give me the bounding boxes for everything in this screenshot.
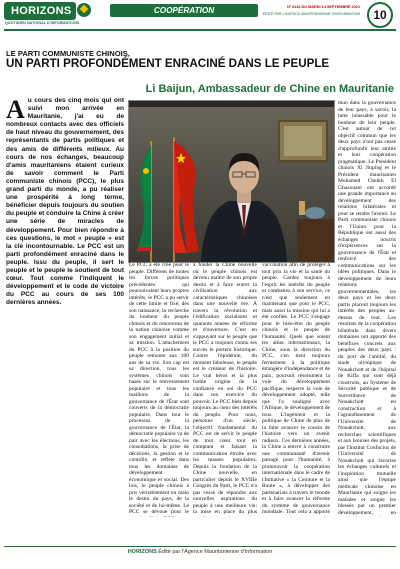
article-headline: UN PARTI PROFONDÉMENT ENRACINÉ DANS LE PEUPLE (6, 57, 330, 70)
article-column-5: mun dans la gouvernance de leur pays, à savoir, la lutte inlassable pour le bonheur de leur peuple. C'est autour de cet objectif commun que les deux pays n'ont pas cessé d'approfondir leur amitié et leur coopération pragmatique. Le Président chinois Xi Jinping et le Président mauritanien Mohamed Cheikh El Ghazouani ont accordé une grande importance au développement des relations bilatérales et pour se rendre l'avenir. Le Parti communiste chinois et l'Union pour la République ont aussi des échanges nourris d'expériences sur la gouvernance de l'État et renforcé des communications sur les idées politiques. Dans le développement de leurs relations gouvernementales, les deux pays et les deux partis placent toujours les intérêts des peuples au-dessus de tout. Les résultats de la coopération bilatérale dans divers domaines ont apporté des bénéfices concrets aux peuples des deux pays : du port de l'amitié, du stade olympique de Nouakchott et de l'hôpital de Kiffa qui sont déjà construits, au Système de Sécurité publique et de Surveillance de Nouakchott en construction et à l'agrandissement de l'Université de Nouakchott, aux recherches scientifiques et aux bourses des projets, par l'Institut Confucius de l'Université de Nouakchott qui favorise les échanges culturels et l'inspiration mutuelle ainsi que l'équipe médicale chinoise en Mauritanie qui soigne les malades et soigne les blessés par un premier développement, en (338, 100, 396, 516)
header-divider (4, 29, 396, 31)
article-author: Li Baijun, Ambassadeur de Chine en Mauritanie (145, 83, 394, 95)
article-column-2: Le PCC a été créé pour le peuple. Différent de toutes les forces politiques précédentes qui poursuivaient leurs propres intérêts, le PCC a pu servir de cette limite et fixé, dès son naissance, la recherche du bonheur du peuple chinois et du renouveau de la nation chinoise comme son engagement initial et sa mission. L'attachement du PCC à la position du peuple remonte aux 100 ans de sa vie. Son cap est sa direction, tous les systèmes chinois sont basés sur le renversement populaire et tous les maillons de la gouvernance de l'État sont couverts de la démocratie populaire. Dans tout le processus de la gouvernance de l'État, la démocratie populaire va de pair avec les élections, les consultations, la prise de décisions, la gestion et le contrôle, et reflète dans tous les domaines de développement économique et social. Des lois, le peuple chinois a pris véritablement en main le destin du pays, de la société et de lui-même. Le PCC se dévoue pour le (129, 262, 189, 515)
footer-divider (4, 546, 396, 547)
page-number: 10 (367, 2, 393, 28)
section-label: COOPÉRATION (153, 6, 215, 15)
masthead-logo (4, 2, 76, 20)
article-column-4: vaccination afin de protéger à tout prix la vie et la santé du peuple. Gardez toujours à l'esprit les intérêts du peuple et combattez à son service, ce n'est que seulement en maintenant que pour le PCC, mais aussi la mission qui lui a été confiée. Le PCC s'engage pour le bien-être du peuple chinois et le peuple de l'humanité. Quels que soient les aléas internationaux, la Chine, sous la direction du PCC, s'en tient toujours fermement à la politique étrangère d'indépendance et de paix, poursuit résolument la voie du développement pacifique, respecte la voie de développement adopté, telle que l'a souligné avec l'Afrique, le développement de tous. L'ingénieur et la politique de Chine de plus de la faite avancer le cousin de l'histoire vers un avenir radieux. Ces dernières années, la Chine a œuvré à construire une communauté d'avenir partagé pour l'humanité, à promouvoir la coopération internationale dans le cadre de l'Initiative « la Ceinture et la Route », à développer des partenariats à travers le monde et à faire avancer la réforme du système de gouvernance mondiale. Tout cela a apporté (262, 262, 330, 515)
drop-cap: A (6, 97, 25, 124)
page-footer (0, 549, 400, 555)
article-intro: u cours des cinq mois qui ont suivi mon arrivée en Mauritanie, j'ai eu de nombreux contacts avec des officiels de haut niveau du gouvernement, des représentants de partis politiques et des amis de différents milieux. Au cours de nos échanges, beaucoup d'amis mauritaniens étaient curieux de savoir comment le Parti communiste chinois (PCC), le plus grand parti du monde, a pu réaliser une prospérité à long terme, bénéficier depuis toujours du soutien du peuple et conduire la Chine à créer une série de miracles de développement. Pour bien répondre à ces questions, le mot « peuple » est la clé incontournable. Le PCC est un parti profondément enraciné dans le peuple. Issu du peuple, il sert le peuple et le peuple le soutient de tout cœur. Tout comme l'indiquent le développement et le code de victoire du PCC au cours de ses 100 dernières années. (6, 97, 124, 307)
ambassador-photo (128, 100, 335, 263)
logo-text: HORIZONS (11, 5, 72, 17)
star-emblem-icon (77, 3, 91, 17)
footer-text: Édité par l'Agence Mauritanienne d'Information (158, 549, 273, 555)
article-column-3: à fonder la Chine nouvelle où le peuple chinois est devenu maître de son propre destin et à faire entrer la civilisation aux caractéristiques chinoises dans une nouvelle ère. À travers la révolution et l'édification socialistes et quarante années de réforme et d'ouverture. C'est en s'appuyant sur le peuple que le PCC a toujours connu ses succès le portent historique. Contre l'épidémie, du moment fabuleuse, le peuple est le créateur de l'histoire. Le vrai héros et la plus forme origine de la confiance en soi du PCC dans son exercice du pouvoir. Le PCC bien depuis toujours au cœur des intérêts du peuple. Pour nous, personne d'un siècle, l'objectif fondamental du PCC est de servir le peuple de tout cœur tout en comptant et faisant la communication étroite avec les masses populaires. Depuis la fondation de la Chine nouvelle, en particulier depuis le XVIIIe Congrès du Parti, le PCC n'a pas cessé de répondre aux nouvelles aspirations du peuple à une meilleure vie: la mise en place du plus (193, 262, 257, 515)
publisher-line: ÉDITÉ PAR L'AGENCE MAURITANIENNE D'INFORMATION (262, 12, 360, 16)
footer-brand: HORIZONS (127, 549, 157, 555)
issue-info: N° 8116 DU MARDI 14 SEPTEMBRE 2021 (286, 5, 360, 9)
section-banner (110, 4, 258, 17)
masthead-tagline: QUOTIDIEN NATIONAL D'INFORMATIONS (5, 21, 80, 25)
article-kicker: LE PARTI COMMUNISTE CHINOIS, (6, 49, 130, 58)
masthead (0, 0, 400, 34)
article-lead-column (6, 97, 124, 518)
